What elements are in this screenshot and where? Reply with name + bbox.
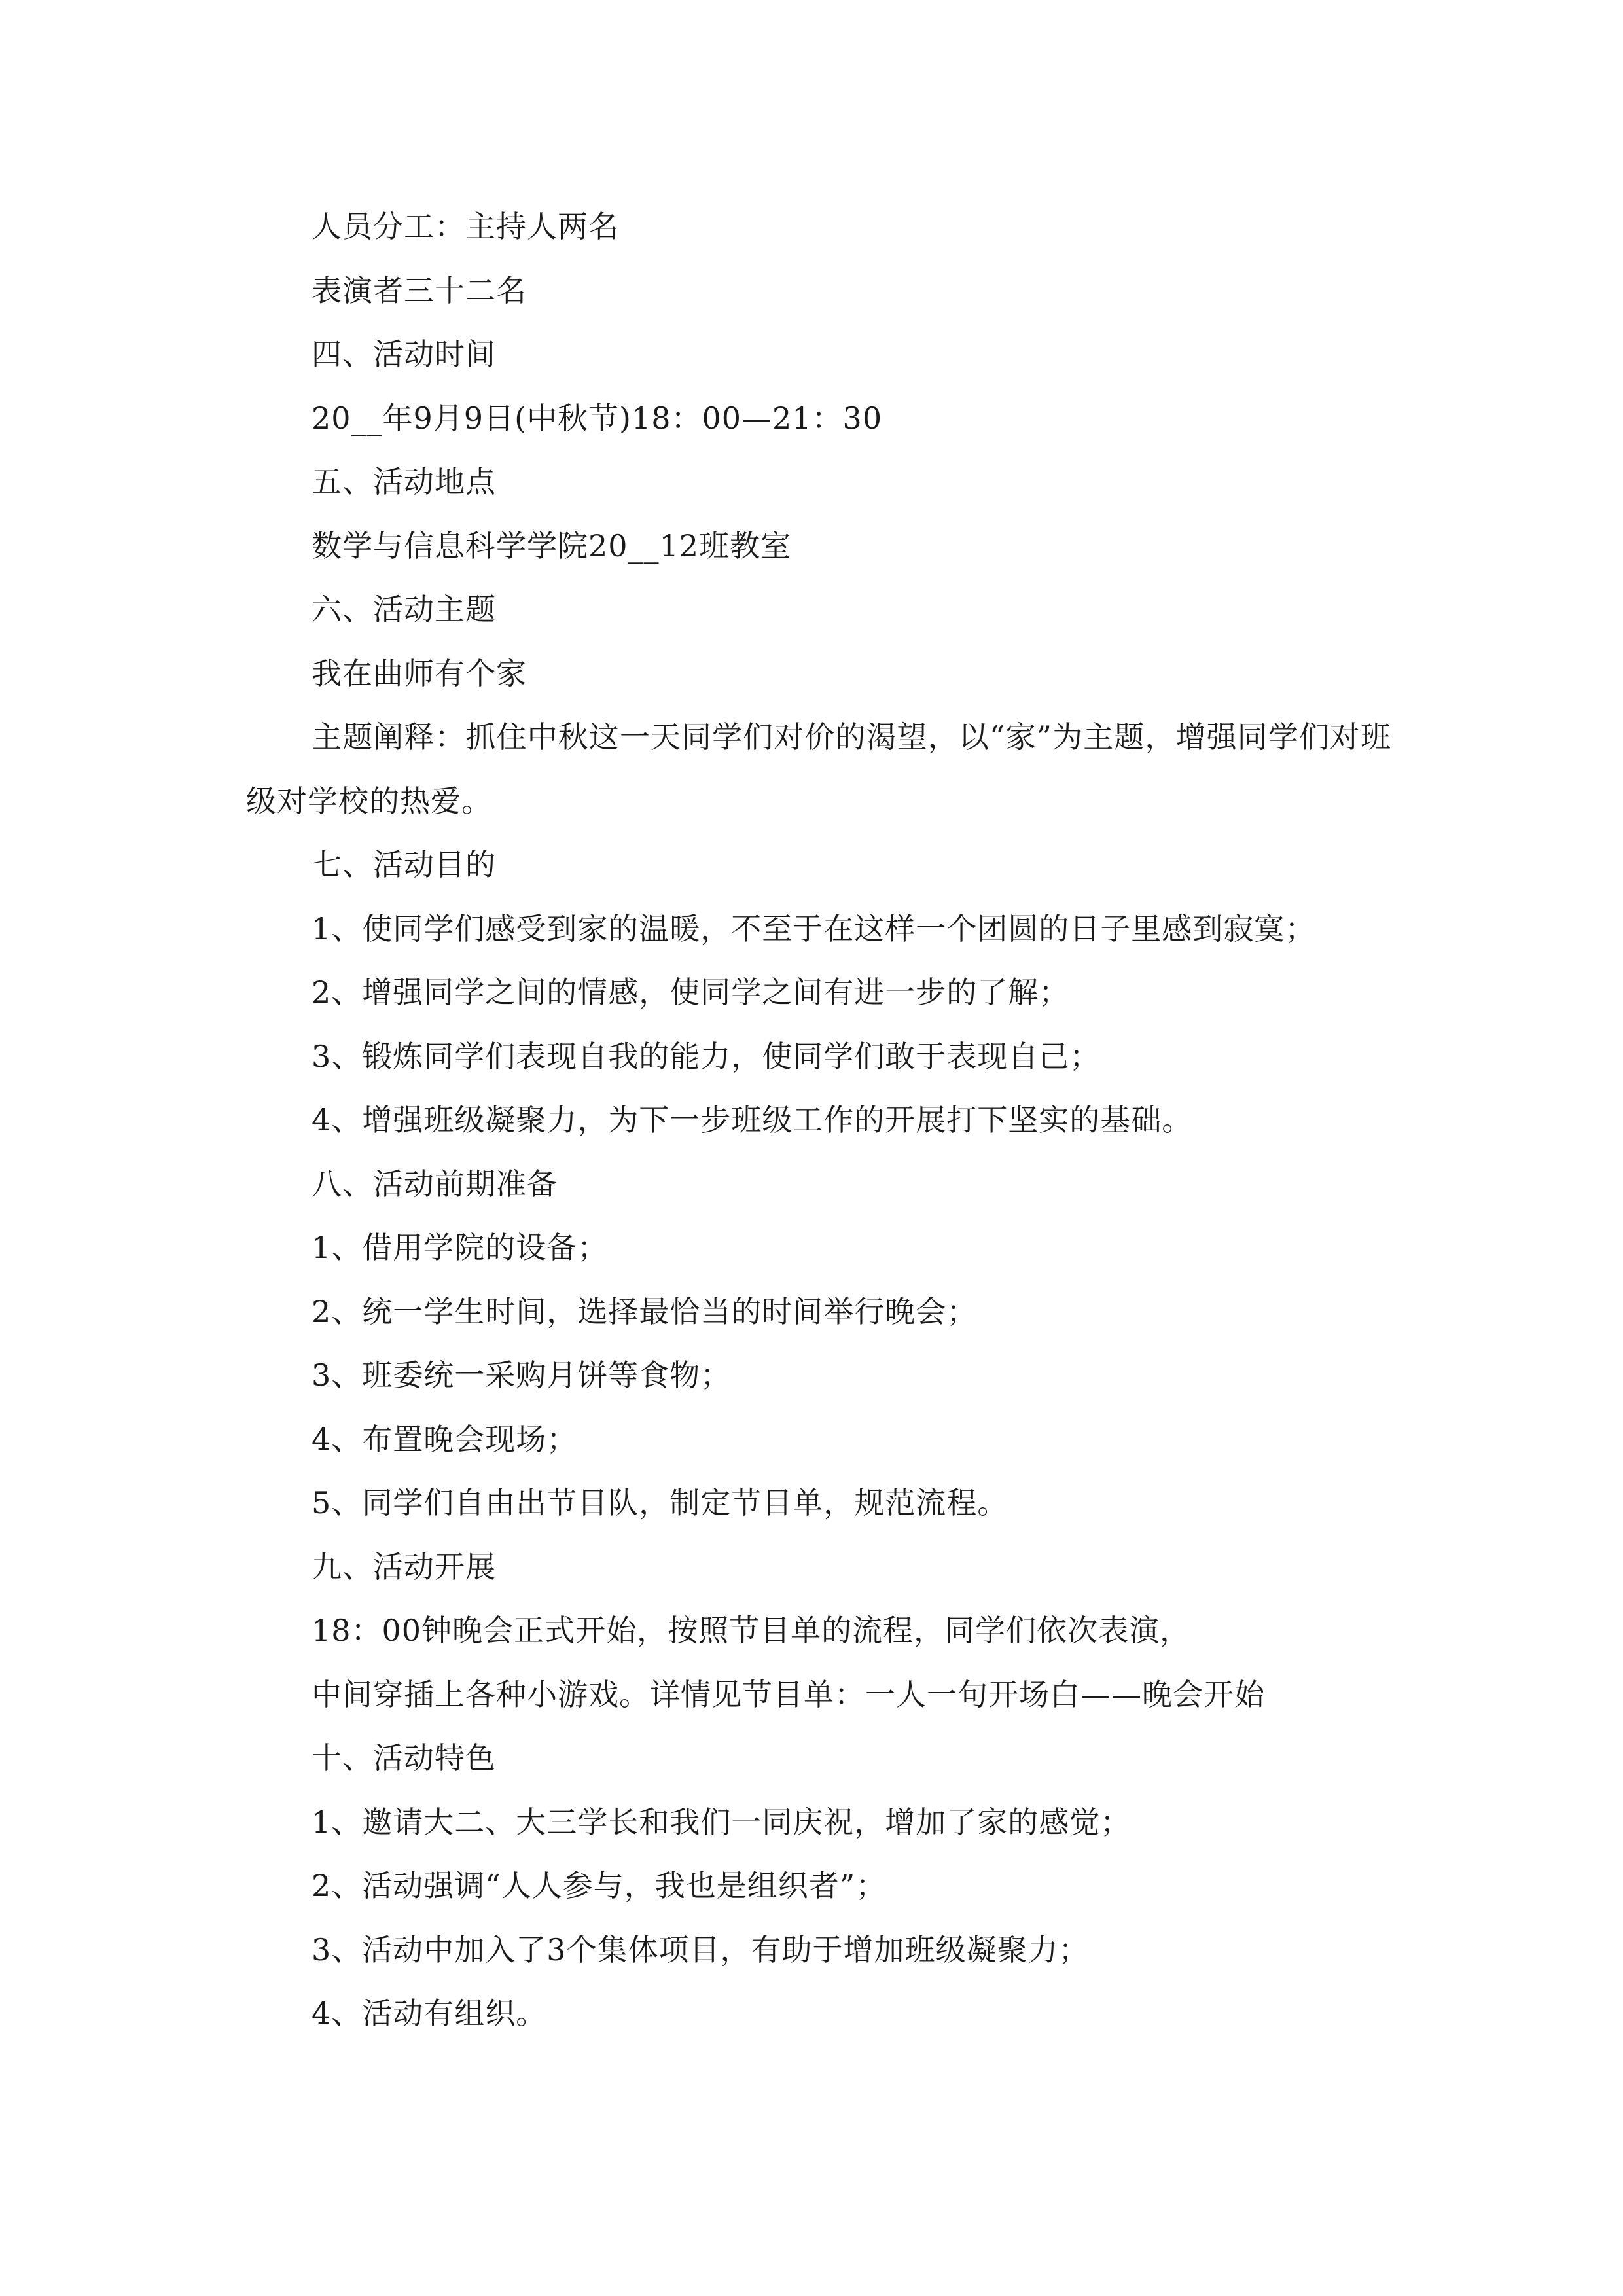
list-item: 1、借用学院的设备； (312, 1230, 609, 1265)
section-heading: 六、活动主题 (312, 592, 496, 627)
section-heading: 七、活动目的 (312, 847, 496, 882)
text-line: 我在曲师有个家 (312, 655, 527, 691)
text-line: 中间穿插上各种小游戏。详情见节目单：一人一句开场白——晚会开始 (312, 1676, 1265, 1712)
section-heading: 五、活动地点 (312, 464, 496, 499)
text-line: 18：00钟晚会正式开始，按照节目单的流程，同学们依次表演， (312, 1613, 1191, 1648)
list-item: 3、活动中加入了3个集体项目，有助于增加班级凝聚力； (312, 1931, 1090, 1967)
list-item: 4、增强班级凝聚力，为下一步班级工作的开展打下坚实的基础。 (312, 1102, 1193, 1138)
theme-paragraph: 主题阐释：抓住中秋这一天同学们对价的渴望，以“家”为主题，增强同学们对班级对学校的热爱。 (246, 719, 1391, 819)
text-line: 表演者三十二名 (312, 272, 527, 308)
list-item: 3、班委统一采购月饼等食物； (312, 1357, 732, 1393)
list-item: 3、锻炼同学们表现自我的能力，使同学们敢于表现自己； (312, 1038, 1101, 1074)
section-heading: 九、活动开展 (312, 1549, 496, 1585)
list-item: 2、增强同学之间的情感，使同学之间有进一步的了解； (312, 975, 1070, 1010)
list-item: 4、布置晚会现场； (312, 1421, 578, 1457)
section-heading: 八、活动前期准备 (312, 1166, 558, 1202)
list-item: 2、统一学生时间，选择最恰当的时间举行晚会； (312, 1293, 978, 1329)
list-item: 1、邀请大二、大三学长和我们一同庆祝，增加了家的感觉； (312, 1804, 1132, 1840)
section-heading: 四、活动时间 (312, 336, 496, 372)
text-line: 数学与信息科学学院20__12班教室 (312, 528, 792, 564)
text-line: 人员分工：主持人两名 (312, 209, 619, 244)
list-item: 5、同学们自由出节目队，制定节目单，规范流程。 (312, 1485, 1008, 1520)
list-item: 4、活动有组织。 (312, 1996, 547, 2031)
list-item: 1、使同学们感受到家的温暖，不至于在这样一个团圆的日子里感到寂寞； (312, 910, 1316, 946)
text-line: 20__年9月9日(中秋节)18：00—21：30 (312, 400, 883, 436)
section-heading: 十、活动特色 (312, 1740, 496, 1776)
document-body (246, 195, 1391, 2046)
list-item: 2、活动强调“人人参与，我也是组织者”； (312, 1868, 887, 1903)
